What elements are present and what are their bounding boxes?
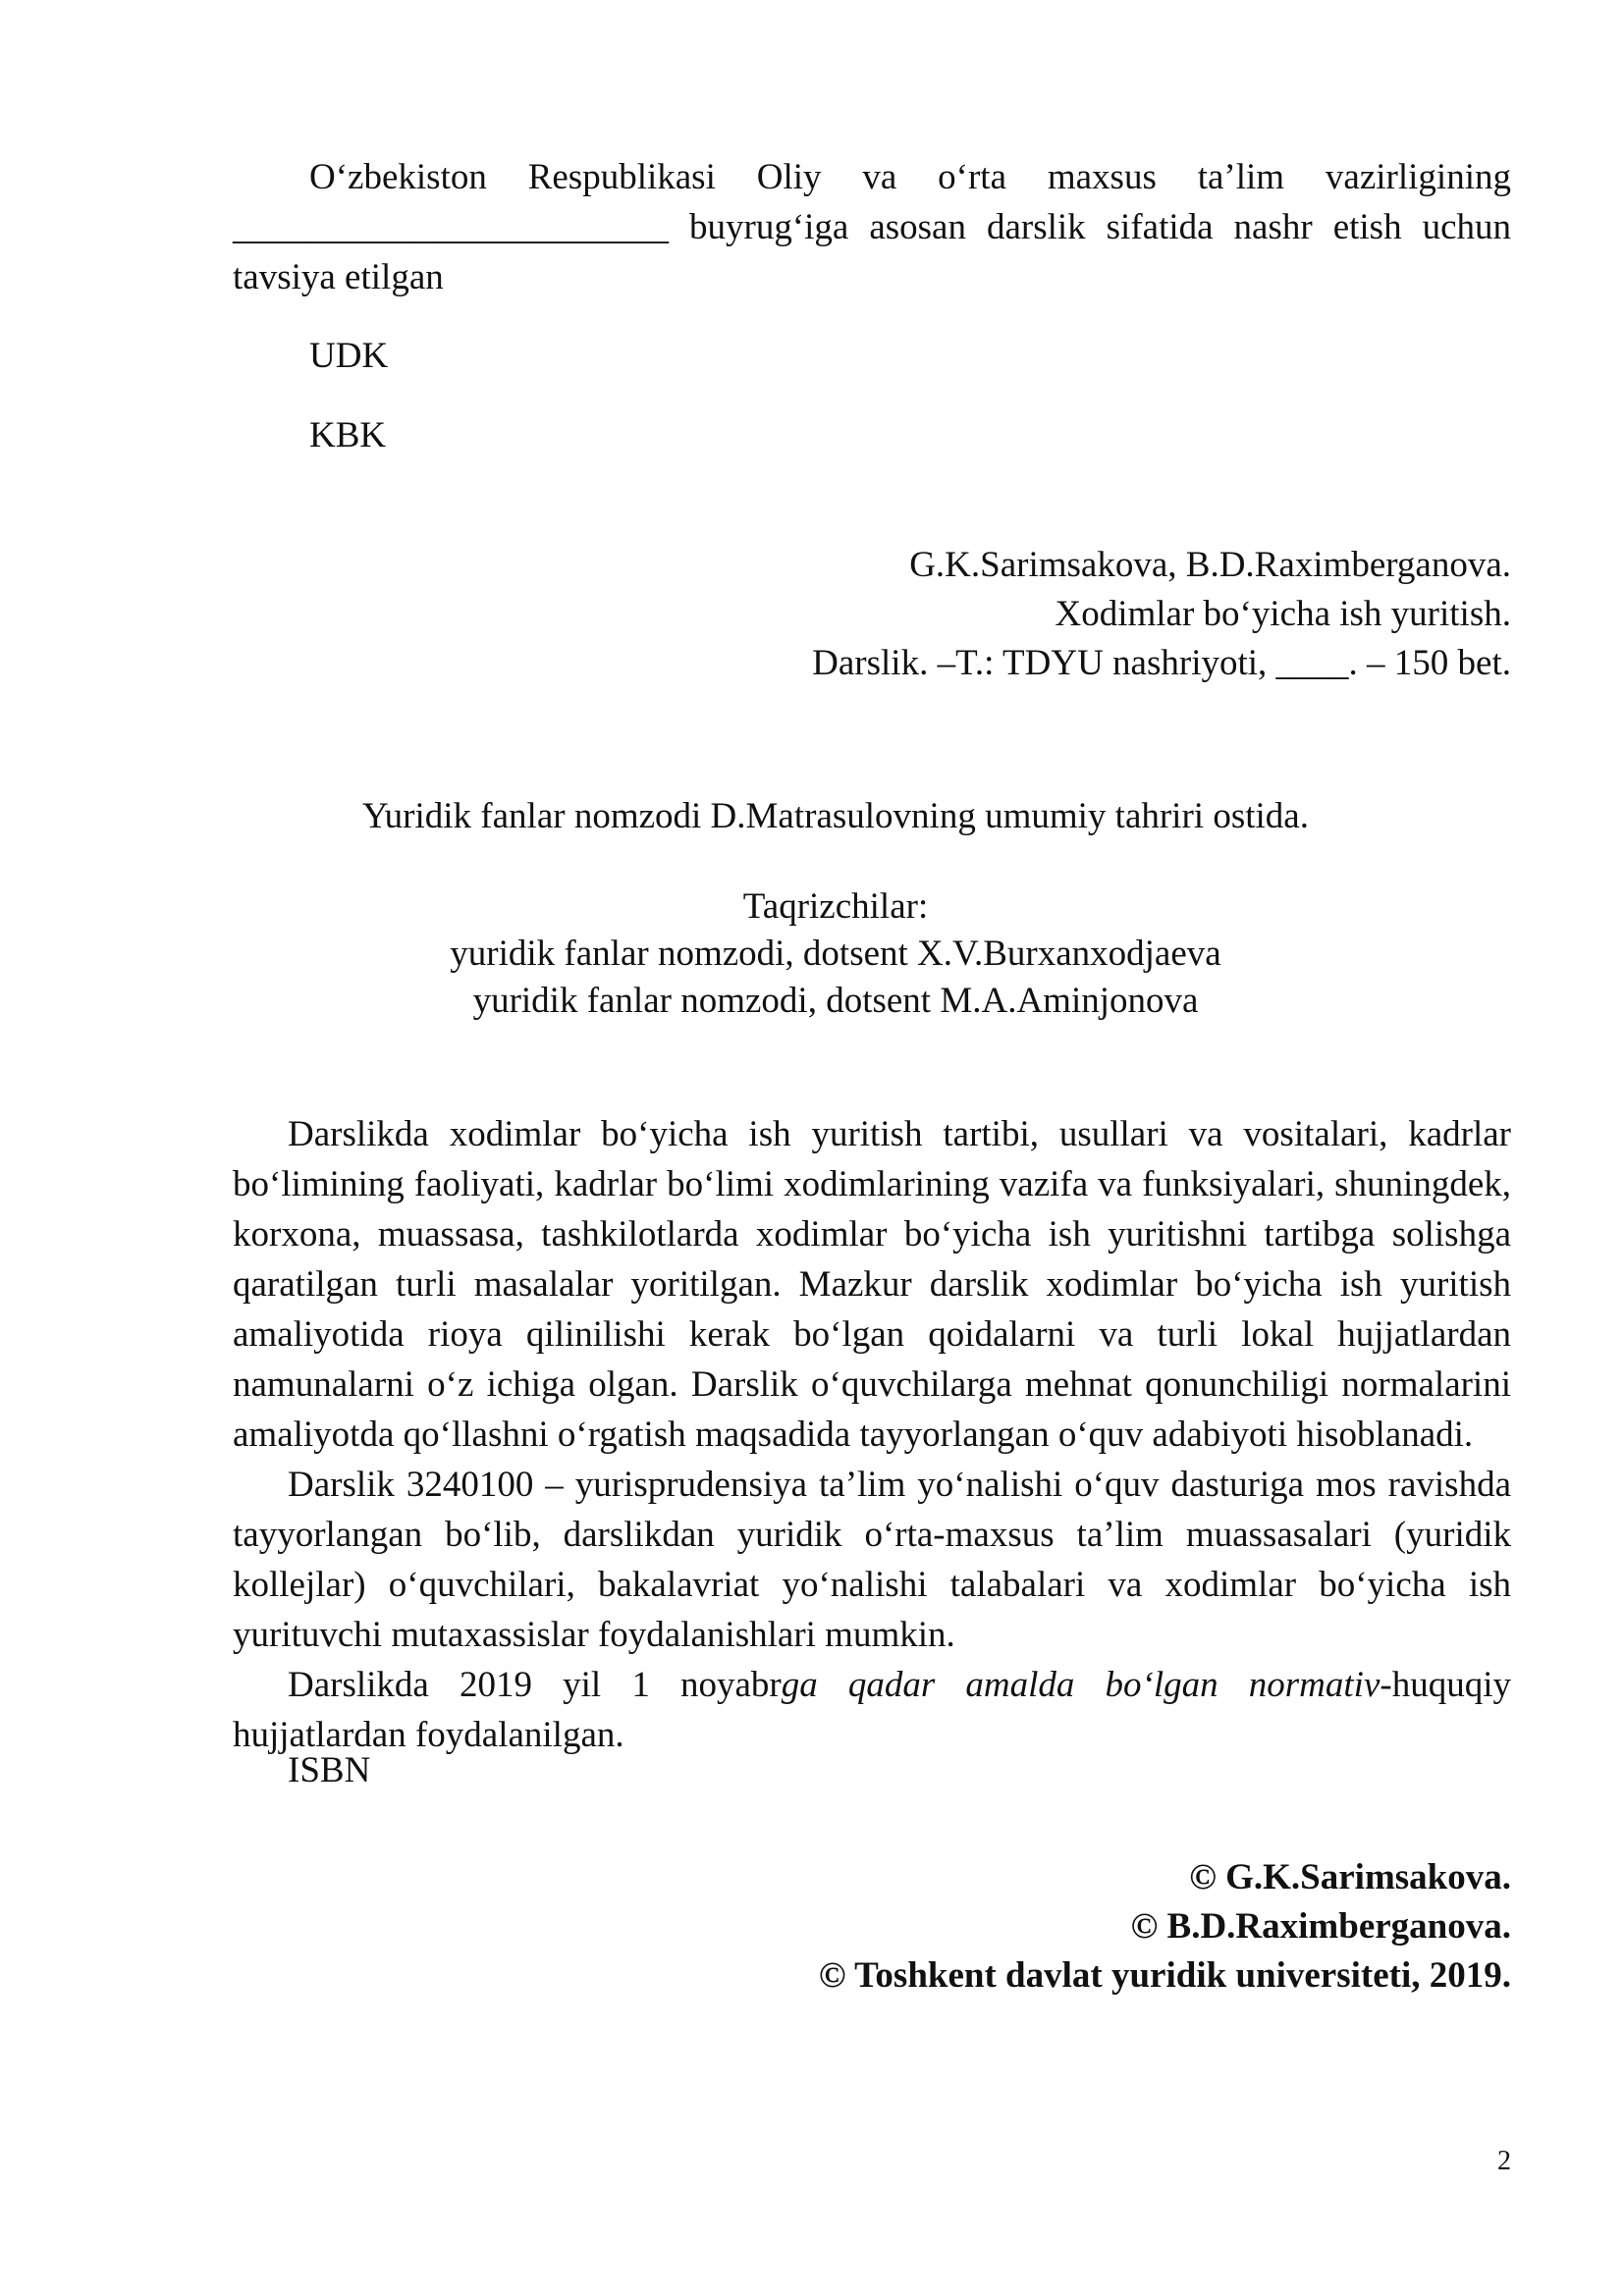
copyright-author-2: © B.D.Raximberganova. xyxy=(1130,1906,1511,1947)
copyright-university: © Toshkent davlat yuridik universiteti, 2019. xyxy=(818,1955,1511,1996)
annotation xyxy=(233,1109,1511,1760)
reviewer-2: yuridik fanlar nomzodi, dotsent M.A.Aminjonova xyxy=(472,981,1199,1021)
bibliography-publication: Darslik. –T.: TDYU nashriyoti, ____. – 150 bet. xyxy=(812,643,1511,683)
approval-line-1: O‘zbekiston Respublikasi Oliy va o‘rta maxsus ta’lim vazirligining xyxy=(309,157,1511,197)
approval-statement xyxy=(233,152,1511,302)
approval-line-3: tavsiya etilgan xyxy=(233,257,444,297)
reviewers-heading: Taqrizchilar: xyxy=(742,886,929,927)
bibliography-title: Xodimlar bo‘yicha ish yuritish. xyxy=(1055,594,1511,634)
annotation-paragraph-3-italic: ga qadar amalda bo‘lgan normativ xyxy=(781,1665,1380,1705)
bibliographic-entry xyxy=(812,541,1511,688)
approval-line-2: ________________________ buyrug‘iga asosan darslik sifatida nashr etish uchun xyxy=(233,207,1511,247)
annotation-paragraph-3-end: -huquqiy hujjatlardan foydalanilgan. xyxy=(233,1665,1511,1755)
copyright-author-1: © G.K.Sarimsakova. xyxy=(1189,1857,1511,1897)
reviewer-1: yuridik fanlar nomzodi, dotsent X.V.Burxanxodjaeva xyxy=(450,934,1221,974)
annotation-paragraph-3-start: Darslikda 2019 yil 1 noyabr xyxy=(288,1665,782,1705)
annotation-paragraph-2: Darslik 3240100 – yurisprudensiya ta’lim yo‘nalishi o‘quv dasturiga mos ravishda tayyorlangan bo‘lib, darslikdan yuridik o‘rta-maxsus ta’lim muassasalari (yuridik kollejlar) o‘quvchilari, bakalavriat yo‘nalishi talabalari va xodimlar bo‘yicha ish yurituvchi mutaxassislar foydalanishlari mumkin. xyxy=(233,1465,1511,1655)
annotation-paragraph-3 xyxy=(233,1660,1511,1760)
bibliography-authors: G.K.Sarimsakova, B.D.Raximberganova. xyxy=(909,545,1511,585)
page-number: 2 xyxy=(1497,2146,1511,2176)
isbn-label: ISBN xyxy=(288,1750,371,1790)
kbk-label: KBK xyxy=(309,415,387,455)
annotation-paragraph-1: Darslikda xodimlar bo‘yicha ish yuritish tartibi, usullari va vositalari, kadrlar bo‘limining faoliyati, kadrlar bo‘limi xodimlarining vazifa va funksiyalari, shuningdek, korxona, muassasa, tashkilotlarda xodimlar bo‘yicha ish yuritishni tartibga solishga qaratilgan turli masalalar yoritilgan. Mazkur darslik xodimlar bo‘yicha ish yuritish amaliyotida rioya qilinilishi kerak bo‘lgan qoidalarni va turli lokal hujjatlardan namunalarni o‘z ichiga olgan. Darslik o‘quvchilarga mehnat qonunchiligi normalarini amaliyotda qo‘llashni o‘rgatish maqsadida tayyorlangan o‘quv adabiyoti hisoblanadi. xyxy=(233,1114,1511,1455)
editor-line: Yuridik fanlar nomzodi D.Matrasulovning umumiy tahriri ostida. xyxy=(362,796,1309,836)
copyright-block xyxy=(819,1853,1511,2001)
udk-label: UDK xyxy=(309,336,389,376)
reviewers-block xyxy=(196,883,1475,1025)
